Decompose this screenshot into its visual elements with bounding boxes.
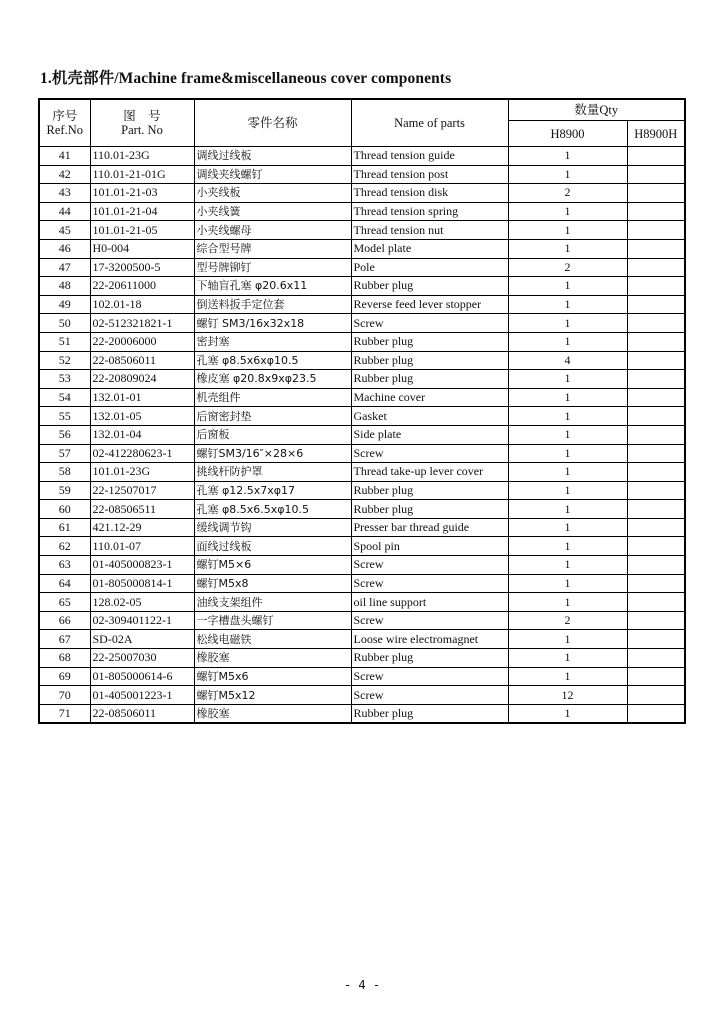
qty-h8900-cell: 1 xyxy=(508,481,627,500)
qty-h8900h-cell xyxy=(627,574,685,593)
part-name-en-cell: Presser bar thread guide xyxy=(351,518,508,537)
part-no-cell: 01-805000814-1 xyxy=(90,574,194,593)
qty-h8900h-cell xyxy=(627,593,685,612)
table-row xyxy=(39,630,685,649)
ref-no-cell: 61 xyxy=(39,518,90,537)
qty-h8900-cell: 1 xyxy=(508,370,627,389)
header-ref-en: Ref.No xyxy=(46,123,83,137)
part-no-cell: H0-004 xyxy=(90,239,194,258)
part-name-en-cell: Screw xyxy=(351,611,508,630)
part-no-cell: 17-3200500-5 xyxy=(90,258,194,277)
qty-h8900-cell: 1 xyxy=(508,332,627,351)
qty-h8900h-cell xyxy=(627,351,685,370)
ref-no-cell: 48 xyxy=(39,277,90,296)
part-name-cn-cell: 孔塞 φ8.5x6.5xφ10.5 xyxy=(194,500,351,519)
part-no-cell: 101.01-21-03 xyxy=(90,184,194,203)
part-no-cell: 22-08506011 xyxy=(90,351,194,370)
part-name-en-cell: Screw xyxy=(351,667,508,686)
part-no-cell: 101.01-21-04 xyxy=(90,202,194,221)
ref-no-cell: 66 xyxy=(39,611,90,630)
table-row xyxy=(39,425,685,444)
qty-h8900-cell: 1 xyxy=(508,388,627,407)
qty-h8900-cell: 1 xyxy=(508,239,627,258)
part-name-en-cell: Loose wire electromagnet xyxy=(351,630,508,649)
table-row xyxy=(39,444,685,463)
part-no-cell: 01-805000614-6 xyxy=(90,667,194,686)
header-name-en: Name of parts xyxy=(351,99,508,147)
ref-no-cell: 43 xyxy=(39,184,90,203)
part-no-cell: 22-20809024 xyxy=(90,370,194,389)
part-name-cn-cell: 松线电磁铁 xyxy=(194,630,351,649)
part-name-en-cell: Rubber plug xyxy=(351,649,508,668)
ref-no-cell: 57 xyxy=(39,444,90,463)
part-name-cn-cell: 橡胶塞 xyxy=(194,704,351,723)
part-no-cell: 01-405001223-1 xyxy=(90,686,194,705)
qty-h8900h-cell xyxy=(627,221,685,240)
section-title: 1.机壳部件/Machine frame&miscellaneous cover components xyxy=(40,70,452,87)
part-name-cn-cell: 综合型号牌 xyxy=(194,239,351,258)
part-no-cell: 421.12-29 xyxy=(90,518,194,537)
part-name-cn-cell: 螺钉 SM3/16x32x18 xyxy=(194,314,351,333)
qty-h8900h-cell xyxy=(627,630,685,649)
ref-no-cell: 64 xyxy=(39,574,90,593)
table-row xyxy=(39,704,685,723)
part-name-cn-cell: 下轴盲孔塞 φ20.6x11 xyxy=(194,277,351,296)
part-no-cell: 132.01-05 xyxy=(90,407,194,426)
part-no-cell: 110.01-21-01G xyxy=(90,165,194,184)
part-name-en-cell: Screw xyxy=(351,444,508,463)
ref-no-cell: 54 xyxy=(39,388,90,407)
ref-no-cell: 70 xyxy=(39,686,90,705)
qty-h8900-cell: 2 xyxy=(508,611,627,630)
qty-h8900-cell: 1 xyxy=(508,165,627,184)
table-row xyxy=(39,518,685,537)
qty-h8900-cell: 1 xyxy=(508,221,627,240)
part-name-en-cell: Rubber plug xyxy=(351,481,508,500)
page-number: - 4 - xyxy=(343,978,381,992)
header-ref-cn: 序号 xyxy=(52,109,78,123)
qty-h8900h-cell xyxy=(627,500,685,519)
ref-no-cell: 65 xyxy=(39,593,90,612)
part-no-cell: 01-405000823-1 xyxy=(90,556,194,575)
parts-table xyxy=(38,98,686,724)
part-name-en-cell: Pole xyxy=(351,258,508,277)
table-row xyxy=(39,500,685,519)
part-no-cell: 02-412280623-1 xyxy=(90,444,194,463)
qty-h8900h-cell xyxy=(627,667,685,686)
part-no-cell: 132.01-01 xyxy=(90,388,194,407)
qty-h8900-cell: 12 xyxy=(508,686,627,705)
part-no-cell: 110.01-23G xyxy=(90,147,194,166)
ref-no-cell: 69 xyxy=(39,667,90,686)
part-name-cn-cell: 挑线杆防护罩 xyxy=(194,463,351,482)
ref-no-cell: 62 xyxy=(39,537,90,556)
qty-h8900-cell: 1 xyxy=(508,537,627,556)
ref-no-cell: 41 xyxy=(39,147,90,166)
header-part-no xyxy=(90,99,194,147)
part-name-en-cell: Rubber plug xyxy=(351,704,508,723)
ref-no-cell: 42 xyxy=(39,165,90,184)
qty-h8900-cell: 1 xyxy=(508,407,627,426)
table-row xyxy=(39,239,685,258)
ref-no-cell: 52 xyxy=(39,351,90,370)
part-no-cell: 02-512321821-1 xyxy=(90,314,194,333)
part-no-cell: 110.01-07 xyxy=(90,537,194,556)
part-no-cell: 101.01-23G xyxy=(90,463,194,482)
part-name-cn-cell: 调线过线板 xyxy=(194,147,351,166)
qty-h8900h-cell xyxy=(627,704,685,723)
part-name-cn-cell: 小夹线板 xyxy=(194,184,351,203)
qty-h8900-cell: 1 xyxy=(508,574,627,593)
qty-h8900-cell: 1 xyxy=(508,463,627,482)
part-name-cn-cell: 小夹线螺母 xyxy=(194,221,351,240)
part-name-cn-cell: 螺钉SM3/16″×28×6 xyxy=(194,444,351,463)
ref-no-cell: 60 xyxy=(39,500,90,519)
qty-h8900h-cell xyxy=(627,556,685,575)
part-name-en-cell: Rubber plug xyxy=(351,277,508,296)
part-name-cn-cell: 调线夹线螺钉 xyxy=(194,165,351,184)
ref-no-cell: 71 xyxy=(39,704,90,723)
qty-h8900-cell: 2 xyxy=(508,184,627,203)
part-name-cn-cell: 孔塞 φ12.5x7xφ17 xyxy=(194,481,351,500)
ref-no-cell: 59 xyxy=(39,481,90,500)
part-name-cn-cell: 橡皮塞 φ20.8x9xφ23.5 xyxy=(194,370,351,389)
qty-h8900-cell: 4 xyxy=(508,351,627,370)
part-name-cn-cell: 螺钉M5x12 xyxy=(194,686,351,705)
part-name-cn-cell: 面线过线板 xyxy=(194,537,351,556)
qty-h8900-cell: 1 xyxy=(508,314,627,333)
ref-no-cell: 55 xyxy=(39,407,90,426)
table-row xyxy=(39,537,685,556)
part-no-cell: 128.02-05 xyxy=(90,593,194,612)
part-name-en-cell: oil line support xyxy=(351,593,508,612)
part-no-cell: 102.01-18 xyxy=(90,295,194,314)
qty-h8900-cell: 1 xyxy=(508,444,627,463)
part-name-cn-cell: 小夹线簧 xyxy=(194,202,351,221)
ref-no-cell: 47 xyxy=(39,258,90,277)
qty-h8900h-cell xyxy=(627,277,685,296)
ref-no-cell: 51 xyxy=(39,332,90,351)
table-row xyxy=(39,686,685,705)
part-name-en-cell: Thread tension spring xyxy=(351,202,508,221)
part-name-cn-cell: 螺钉M5x8 xyxy=(194,574,351,593)
ref-no-cell: 67 xyxy=(39,630,90,649)
header-model-h8900h: H8900H xyxy=(627,121,685,147)
qty-h8900h-cell xyxy=(627,370,685,389)
part-name-cn-cell: 型号牌铆钉 xyxy=(194,258,351,277)
table-row xyxy=(39,351,685,370)
part-name-cn-cell: 孔塞 φ8.5x6xφ10.5 xyxy=(194,351,351,370)
qty-h8900h-cell xyxy=(627,463,685,482)
part-name-en-cell: Screw xyxy=(351,556,508,575)
part-no-cell: 22-25007030 xyxy=(90,649,194,668)
table-row xyxy=(39,463,685,482)
qty-h8900-cell: 1 xyxy=(508,202,627,221)
qty-h8900-cell: 1 xyxy=(508,630,627,649)
qty-h8900h-cell xyxy=(627,239,685,258)
part-name-en-cell: Thread tension guide xyxy=(351,147,508,166)
qty-h8900-cell: 1 xyxy=(508,500,627,519)
table-row xyxy=(39,258,685,277)
qty-h8900h-cell xyxy=(627,314,685,333)
qty-h8900h-cell xyxy=(627,184,685,203)
qty-h8900h-cell xyxy=(627,481,685,500)
qty-h8900h-cell xyxy=(627,295,685,314)
table-row xyxy=(39,388,685,407)
part-name-en-cell: Gasket xyxy=(351,407,508,426)
table-body xyxy=(39,147,685,724)
ref-no-cell: 50 xyxy=(39,314,90,333)
part-name-en-cell: Thread tension nut xyxy=(351,221,508,240)
part-name-cn-cell: 机壳组件 xyxy=(194,388,351,407)
qty-h8900h-cell xyxy=(627,518,685,537)
part-name-en-cell: Spool pin xyxy=(351,537,508,556)
ref-no-cell: 49 xyxy=(39,295,90,314)
table-row xyxy=(39,332,685,351)
part-name-cn-cell: 后窗密封垫 xyxy=(194,407,351,426)
table-row xyxy=(39,277,685,296)
ref-no-cell: 46 xyxy=(39,239,90,258)
part-name-cn-cell: 缓线调节钩 xyxy=(194,518,351,537)
qty-h8900-cell: 1 xyxy=(508,277,627,296)
ref-no-cell: 68 xyxy=(39,649,90,668)
ref-no-cell: 56 xyxy=(39,425,90,444)
qty-h8900-cell: 1 xyxy=(508,704,627,723)
part-no-cell: 02-309401122-1 xyxy=(90,611,194,630)
part-name-cn-cell: 橡胶塞 xyxy=(194,649,351,668)
part-no-cell: 22-20006000 xyxy=(90,332,194,351)
table-header xyxy=(39,99,685,147)
table-row xyxy=(39,314,685,333)
table-row xyxy=(39,574,685,593)
qty-h8900h-cell xyxy=(627,537,685,556)
header-ref-no xyxy=(39,99,90,147)
part-no-cell: 132.01-04 xyxy=(90,425,194,444)
header-model-h8900: H8900 xyxy=(508,121,627,147)
qty-h8900h-cell xyxy=(627,686,685,705)
qty-h8900h-cell xyxy=(627,165,685,184)
qty-h8900h-cell xyxy=(627,147,685,166)
part-name-cn-cell: 后窗板 xyxy=(194,425,351,444)
ref-no-cell: 58 xyxy=(39,463,90,482)
part-no-cell: 22-08506511 xyxy=(90,500,194,519)
part-name-en-cell: Screw xyxy=(351,574,508,593)
header-name-cn: 零件名称 xyxy=(194,99,351,147)
part-name-cn-cell: 密封塞 xyxy=(194,332,351,351)
part-name-cn-cell: 倒送料扳手定位套 xyxy=(194,295,351,314)
part-name-cn-cell: 油线支架组件 xyxy=(194,593,351,612)
ref-no-cell: 45 xyxy=(39,221,90,240)
part-no-cell: 22-08506011 xyxy=(90,704,194,723)
table-row xyxy=(39,370,685,389)
part-no-cell: SD-02A xyxy=(90,630,194,649)
part-name-en-cell: Rubber plug xyxy=(351,351,508,370)
table-row xyxy=(39,593,685,612)
ref-no-cell: 53 xyxy=(39,370,90,389)
qty-h8900-cell: 2 xyxy=(508,258,627,277)
table-row xyxy=(39,667,685,686)
part-name-en-cell: Rubber plug xyxy=(351,370,508,389)
part-no-cell: 22-20611000 xyxy=(90,277,194,296)
part-no-cell: 101.01-21-05 xyxy=(90,221,194,240)
part-name-en-cell: Thread take-up lever cover xyxy=(351,463,508,482)
table-row xyxy=(39,556,685,575)
header-qty: 数量Qty xyxy=(508,99,685,121)
table-row xyxy=(39,147,685,166)
qty-h8900-cell: 1 xyxy=(508,147,627,166)
qty-h8900-cell: 1 xyxy=(508,667,627,686)
part-name-cn-cell: 螺钉M5×6 xyxy=(194,556,351,575)
header-part-cn: 图 号 xyxy=(123,109,161,123)
part-name-en-cell: Screw xyxy=(351,686,508,705)
qty-h8900h-cell xyxy=(627,611,685,630)
table-row xyxy=(39,202,685,221)
table-row xyxy=(39,295,685,314)
qty-h8900h-cell xyxy=(627,258,685,277)
part-name-en-cell: Machine cover xyxy=(351,388,508,407)
part-name-en-cell: Rubber plug xyxy=(351,332,508,351)
part-no-cell: 22-12507017 xyxy=(90,481,194,500)
qty-h8900-cell: 1 xyxy=(508,556,627,575)
part-name-cn-cell: 螺钉M5x6 xyxy=(194,667,351,686)
qty-h8900-cell: 1 xyxy=(508,593,627,612)
qty-h8900h-cell xyxy=(627,649,685,668)
qty-h8900h-cell xyxy=(627,407,685,426)
part-name-en-cell: Rubber plug xyxy=(351,500,508,519)
part-name-en-cell: Thread tension disk xyxy=(351,184,508,203)
header-part-en: Part. No xyxy=(121,123,163,137)
qty-h8900-cell: 1 xyxy=(508,295,627,314)
part-name-en-cell: Model plate xyxy=(351,239,508,258)
qty-h8900h-cell xyxy=(627,388,685,407)
part-name-en-cell: Side plate xyxy=(351,425,508,444)
table-row xyxy=(39,221,685,240)
ref-no-cell: 63 xyxy=(39,556,90,575)
qty-h8900h-cell xyxy=(627,202,685,221)
qty-h8900h-cell xyxy=(627,425,685,444)
qty-h8900-cell: 1 xyxy=(508,518,627,537)
qty-h8900-cell: 1 xyxy=(508,649,627,668)
qty-h8900-cell: 1 xyxy=(508,425,627,444)
part-name-en-cell: Screw xyxy=(351,314,508,333)
table-row xyxy=(39,407,685,426)
qty-h8900h-cell xyxy=(627,332,685,351)
table-row xyxy=(39,481,685,500)
table-row xyxy=(39,611,685,630)
table-row xyxy=(39,165,685,184)
part-name-en-cell: Thread tension post xyxy=(351,165,508,184)
part-name-en-cell: Reverse feed lever stopper xyxy=(351,295,508,314)
part-name-cn-cell: 一字槽盘头螺钉 xyxy=(194,611,351,630)
table-row xyxy=(39,649,685,668)
table-row xyxy=(39,184,685,203)
qty-h8900h-cell xyxy=(627,444,685,463)
ref-no-cell: 44 xyxy=(39,202,90,221)
